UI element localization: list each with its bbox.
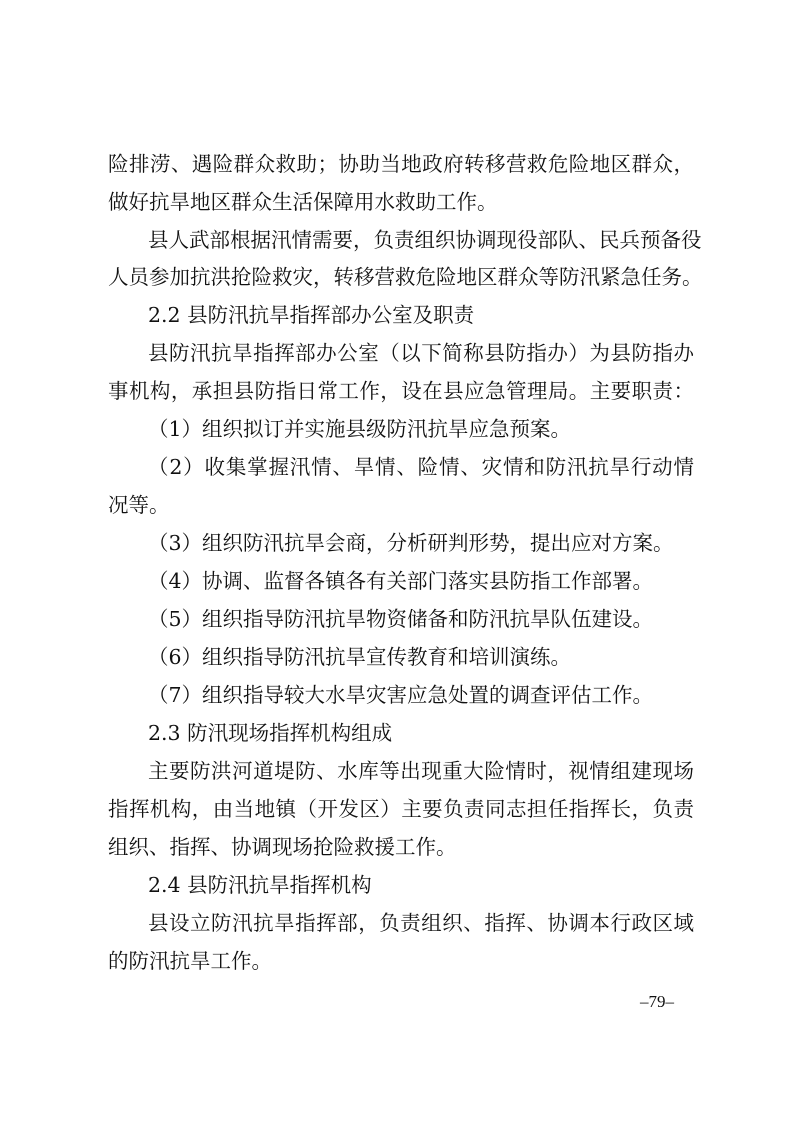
text-line: 做好抗旱地区群众生活保障用水救助工作。 bbox=[108, 190, 498, 214]
text-line: 的防汛抗旱工作。 bbox=[108, 949, 272, 973]
section-heading-2-4: 2.4 县防汛抗旱指挥机构 bbox=[148, 873, 372, 897]
list-item: （1）组织拟订并实施县级防汛抗旱应急预案。 bbox=[148, 417, 572, 441]
text-line: 事机构，承担县防指日常工作，设在县应急管理局。主要职责： bbox=[108, 379, 694, 403]
list-item: （4）协调、监督各镇各有关部门落实县防指工作部署。 bbox=[148, 569, 654, 593]
section-heading-2-2: 2.2 县防汛抗旱指挥部办公室及职责 bbox=[148, 303, 475, 327]
list-item: （2）收集掌握汛情、旱情、险情、灾情和防汛抗旱行动情 bbox=[148, 455, 694, 479]
text-line: 县设立防汛抗旱指挥部，负责组织、指挥、协调本行政区域 bbox=[148, 911, 694, 935]
text-line: 指挥机构，由当地镇（开发区）主要负责同志担任指挥长，负责 bbox=[108, 797, 694, 821]
page-number: –79– bbox=[640, 992, 674, 1011]
text-line: 况等。 bbox=[108, 493, 170, 517]
section-heading-2-3: 2.3 防汛现场指挥机构组成 bbox=[148, 721, 393, 745]
list-item: （3）组织防汛抗旱会商，分析研判形势，提出应对方案。 bbox=[148, 531, 674, 555]
text-line: 人员参加抗洪抢险救灾，转移营救危险地区群众等防汛紧急任务。 bbox=[108, 265, 703, 289]
list-item: （5）组织指导防汛抗旱物资储备和防汛抗旱队伍建设。 bbox=[148, 607, 654, 631]
text-line: 险排涝、遇险群众救助；协助当地政府转移营救危险地区群众， bbox=[108, 152, 694, 176]
text-line: 县人武部根据汛情需要，负责组织协调现役部队、民兵预备役 bbox=[148, 228, 702, 252]
list-item: （7）组织指导较大水旱灾害应急处置的调查评估工作。 bbox=[148, 683, 654, 707]
list-item: （6）组织指导防汛抗旱宣传教育和培训演练。 bbox=[148, 645, 572, 669]
text-line: 主要防洪河道堤防、水库等出现重大险情时，视情组建现场 bbox=[148, 759, 694, 783]
text-line: 组织、指挥、协调现场抢险救援工作。 bbox=[108, 835, 457, 859]
text-line: 县防汛抗旱指挥部办公室（以下简称县防指办）为县防指办 bbox=[148, 341, 694, 365]
